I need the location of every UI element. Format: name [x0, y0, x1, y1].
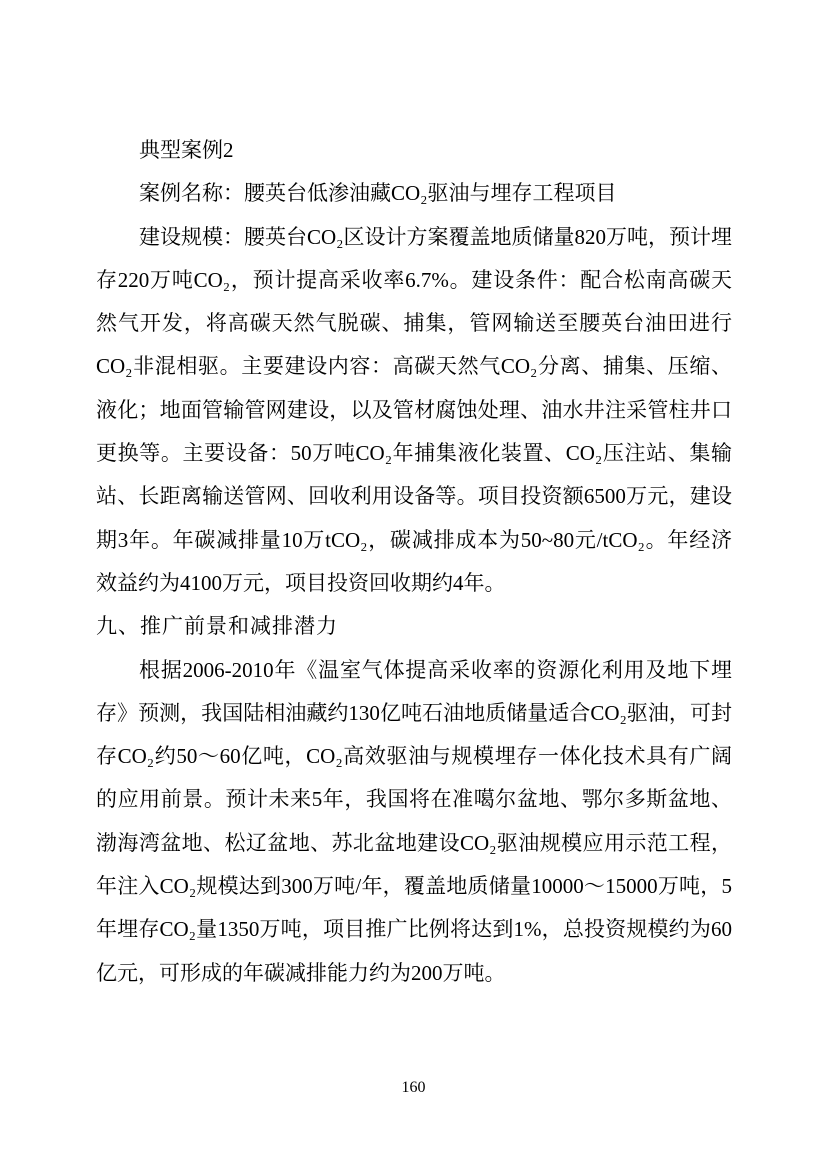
text-line: 案例名称：腰英台低渗油藏CO₂驱油与埋存工程项目: [139, 181, 617, 206]
text-line: 存CO₂约50～60亿吨，CO₂高效驱油与规模埋存一体化技术具有广阔: [96, 744, 732, 769]
text-line: 建设规模：腰英台CO₂区设计方案覆盖地质储量820万吨，预计埋: [139, 224, 732, 249]
text-line: 典型案例2: [139, 138, 234, 162]
text-line: 年注入CO₂规模达到300万吨/年，覆盖地质储量10000～15000万吨，5: [96, 874, 732, 899]
text-line: 存》预测，我国陆相油藏约130亿吨石油地质储量适合CO₂驱油，可封: [96, 700, 732, 725]
text-line: 期3年。年碳减排量10万tCO₂，碳减排成本为50~80元/tCO₂。年经济: [96, 527, 732, 552]
text-line: 然气开发，将高碳天然气脱碳、捕集，管网输送至腰英台油田进行: [96, 311, 732, 336]
text-line: 存220万吨CO₂，预计提高采收率6.7%。建设条件：配合松南高碳天: [96, 267, 732, 292]
text-line: 亿元，可形成的年碳减排能力约为200万吨。: [96, 960, 506, 985]
page-number: 160: [401, 1079, 426, 1096]
document-body: [96, 129, 732, 995]
text-line: 渤海湾盆地、松辽盆地、苏北盆地建设CO₂驱油规模应用示范工程，: [96, 830, 732, 855]
text-line: 液化；地面管输管网建设，以及管材腐蚀处理、油水井注采管柱井口: [96, 397, 732, 422]
text-line: 效益约为4100万元，项目投资回收期约4年。: [96, 570, 506, 595]
section-heading: 九、推广前景和减排潜力: [96, 614, 338, 639]
text-line: 更换等。主要设备：50万吨CO₂年捕集液化装置、CO₂压注站、集输: [96, 441, 732, 466]
text-line: 根据2006-2010年《温室气体提高采收率的资源化利用及地下埋: [139, 657, 732, 682]
text-line: 站、长距离输送管网、回收利用设备等。项目投资额6500万元，建设: [96, 484, 732, 509]
text-line: 的应用前景。预计未来5年，我国将在准噶尔盆地、鄂尔多斯盆地、: [96, 787, 732, 812]
text-line: 年埋存CO₂量1350万吨，项目推广比例将达到1%，总投资规模约为60: [96, 917, 732, 942]
text-line: CO₂非混相驱。主要建设内容：高碳天然气CO₂分离、捕集、压缩、: [96, 354, 732, 379]
